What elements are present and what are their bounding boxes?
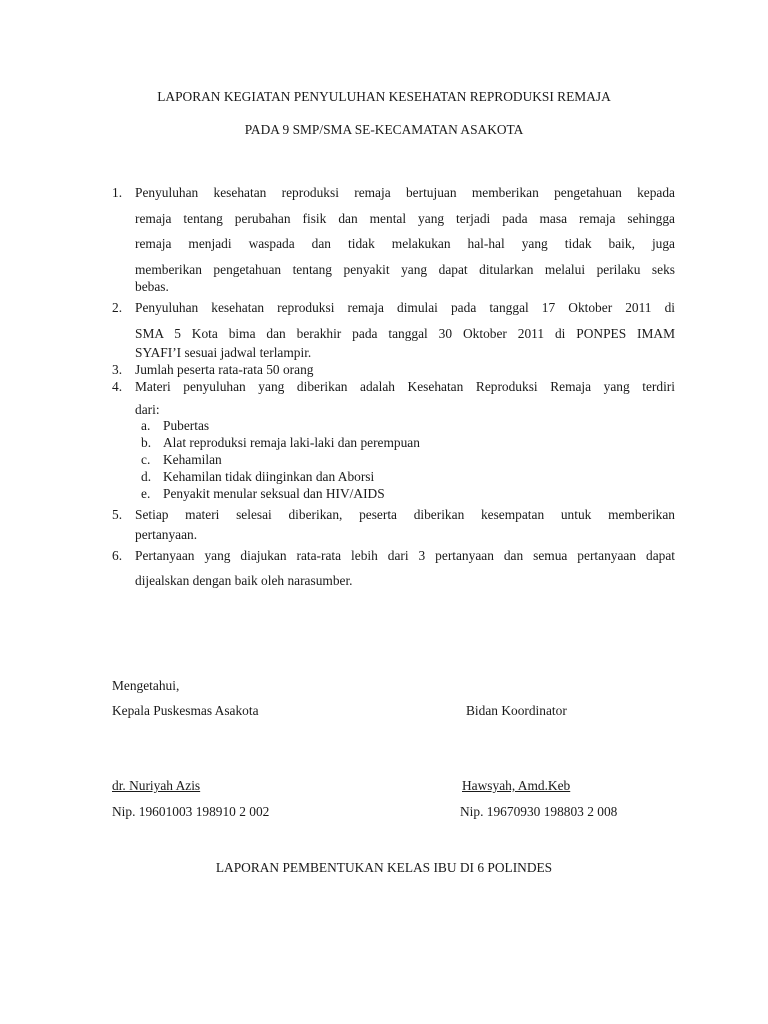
- list-number: 6.: [112, 547, 123, 563]
- list-number: 2.: [112, 300, 123, 315]
- report-title-line2: PADA 9 SMP/SMA SE-KECAMATAN ASAKOTA: [244, 122, 524, 137]
- right-signatory-role: Bidan Koordinator: [466, 703, 567, 718]
- list-line: Materi penyuluhan yang diberikan adalah Kesehatan Reproduksi Remaja yang terdiri: [135, 379, 675, 394]
- sub-letter: d.: [141, 469, 152, 484]
- list-item-3: [112, 361, 675, 378]
- sub-letter: b.: [141, 435, 152, 450]
- list-line: bebas.: [135, 279, 169, 294]
- list-line: Jumlah peserta rata-rata 50 orang: [135, 362, 314, 377]
- list-item-1: [112, 180, 675, 295]
- sub-item-d: [135, 468, 675, 485]
- list-line: remaja tentang perubahan fisik dan mental yang terjadi pada masa remaja sehingga: [135, 210, 675, 226]
- right-signatory-name: Hawsyah, Amd.Keb: [462, 778, 571, 793]
- sub-item-c: [135, 451, 675, 468]
- sub-text: Pubertas: [163, 418, 210, 433]
- report-title-line1: LAPORAN KEGIATAN PENYULUHAN KESEHATAN REPRODUKSI REMAJA: [157, 89, 611, 104]
- acknowledged-label: Mengetahui,: [112, 678, 180, 693]
- list-line: Setiap materi selesai diberikan, peserta diberikan kesempatan untuk memberikan: [135, 507, 675, 522]
- sub-text: Kehamilan tidak diinginkan dan Aborsi: [163, 469, 375, 484]
- list-item-4: [112, 378, 675, 502]
- list-number: 1.: [112, 185, 123, 200]
- sub-item-b: [135, 434, 675, 451]
- list-item-6: [112, 543, 675, 594]
- sub-letter: a.: [141, 418, 151, 433]
- sub-item-a: [135, 417, 675, 434]
- sub-letter: e.: [141, 486, 151, 501]
- list-line: SYAFI’I sesuai jadwal terlampir.: [135, 345, 312, 360]
- list-line: Pertanyaan yang diajukan rata-rata lebih dari 3 pertanyaan dan semua pertanyaan dapat: [135, 547, 675, 563]
- next-section-title: LAPORAN PEMBENTUKAN KELAS IBU DI 6 POLINDES: [215, 860, 553, 875]
- list-number: 5.: [112, 507, 123, 522]
- list-line: memberikan pengetahuan tentang penyakit yang dapat ditularkan melalui perilaku seks: [135, 261, 675, 277]
- list-line: Penyuluhan kesehatan reproduksi remaja dimulai pada tanggal 17 Oktober 2011 di: [135, 300, 675, 315]
- list-item-5: [112, 502, 675, 543]
- list-line: dari:: [135, 402, 160, 417]
- list-line: dijealskan dengan baik oleh narasumber.: [135, 573, 353, 588]
- right-signatory-nip: Nip. 19670930 198803 2 008: [460, 804, 618, 819]
- list-number: 4.: [112, 379, 123, 394]
- sub-text: Kehamilan: [163, 452, 222, 467]
- list-number: 3.: [112, 362, 123, 377]
- left-signatory-name: dr. Nuriyah Azis: [112, 778, 201, 793]
- numbered-list: [112, 180, 675, 594]
- list-line: Penyuluhan kesehatan reproduksi remaja bertujuan memberikan pengetahuan kepada: [135, 185, 675, 200]
- left-signatory-role: Kepala Puskesmas Asakota: [112, 703, 259, 718]
- list-line: SMA 5 Kota bima dan berakhir pada tanggal 30 Oktober 2011 di PONPES IMAM: [135, 325, 675, 341]
- sub-text: Alat reproduksi remaja laki-laki dan perempuan: [163, 435, 420, 450]
- list-line: remaja menjadi waspada dan tidak melakukan hal-hal yang tidak baik, juga: [135, 236, 675, 251]
- sub-letter: c.: [141, 452, 151, 467]
- sub-text: Penyakit menular seksual dan HIV/AIDS: [163, 486, 385, 501]
- list-line: pertanyaan.: [135, 526, 198, 542]
- left-signatory-nip: Nip. 19601003 198910 2 002: [112, 804, 270, 819]
- list-item-2: [112, 295, 675, 361]
- sub-item-e: [135, 485, 675, 502]
